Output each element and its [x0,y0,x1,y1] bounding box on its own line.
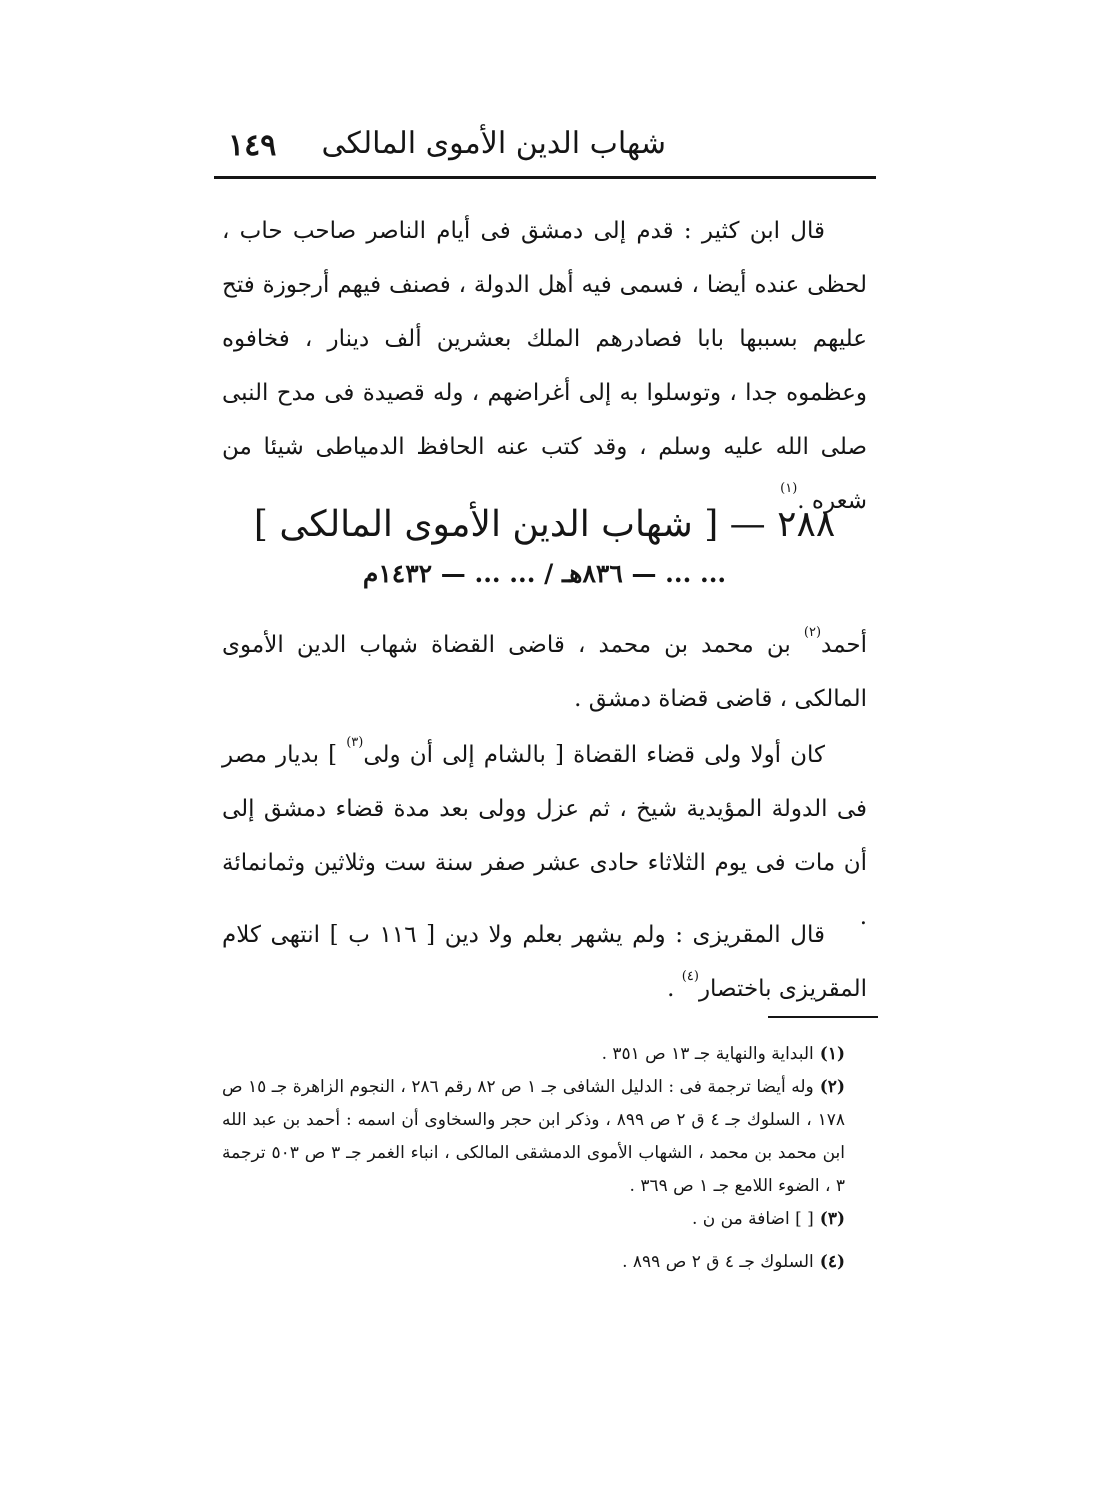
footnote-3 [222,1203,867,1236]
paragraph-text-continued: ] بديار مصر فى الدولة المؤيدية شيخ ، ثم عزل وولى بعد مدة قضاء دمشق إلى أن مات فى يوم الثلاثاء حادى عشر صفر سنة ست وثلاثين وثمانمائة . [222,742,867,930]
running-title: شهاب الدين الأموى المالكى [321,126,666,161]
paragraph-name [222,618,867,726]
footnote-mark: (١) [819,1044,845,1064]
entry-heading: ٢٨٨ — [ شهاب الدين الأموى المالكى ] [253,504,836,545]
paragraph-end: . [667,976,682,1002]
paragraph-lead-word: أحمد [821,632,867,658]
footnote-4 [222,1246,867,1279]
footnote-ref-1[interactable]: (١) [780,481,798,496]
footnote-ref-2[interactable]: (٢) [803,625,822,640]
footnote-ref-4[interactable]: (٤) [681,969,699,984]
header-rule [214,176,876,179]
paragraph-text: كان أولا ولى قضاء القضاة [ بالشام إلى أن ولى [363,742,825,768]
footnote-mark: (٤) [819,1252,845,1272]
footnote-mark: (٢) [819,1077,845,1097]
paragraph-ibn-kathir [222,204,867,528]
footnote-text: البداية والنهاية جـ ١٣ ص ٣٥١ . [601,1044,814,1064]
paragraph-text: قال ابن كثير : قدم إلى دمشق فى أيام الناصر صاحب حاب ، لحظى عنده أيضا ، فسمى فيه أهل الدولة ، فصنف فيهم أرجوزة فتح عليهم بسببها بابا فصادرهم الملك بعشرين ألف دينار ، فخافوه وعظموه جدا ، وتوسلوا به إلى أغراضهم ، وله قصيدة فى مدح النبى صلى الله عليه وسلم ، وقد كتب عنه الحافظ الدمياطى شيئا من شعره . [222,218,867,514]
paragraph-text: قال المقريزى : ولم يشهر بعلم ولا دين [ ١١٦ ب ] انتهى كلام المقريزى باختصار [222,922,867,1002]
footnote-mark: (٣) [819,1209,845,1229]
footnote-ref-3[interactable]: (٣) [346,735,364,750]
paragraph-maqrizi [222,908,867,1016]
footnote-separator [768,1016,878,1018]
footnote-text: السلوك جـ ٤ ق ٢ ص ٨٩٩ . [622,1252,814,1272]
paragraph-text: بن محمد بن محمد ، قاضى القضاة شهاب الدين الأموى المالكى ، قاضى قضاة دمشق . [222,632,867,712]
footnote-1 [222,1038,867,1071]
page-number: ١٤٩ [228,128,277,163]
entry-dates: ... ... — ٨٣٦هـ / ... ... — ١٤٣٢م [362,559,727,588]
footnotes [222,1038,867,1279]
footnote-text: [ ] اضافة من ن . [691,1209,814,1229]
footnote-text: وله أيضا ترجمة فى : الدليل الشافى جـ ١ ص ٨٢ رقم ٢٨٦ ، النجوم الزاهرة جـ ١٥ ص ١٧٨ ، السلوك جـ ٤ ق ٢ ص ٨٩٩ ، وذكر ابن حجر والسخاوى أن اسمه : أحمد بن عبد الله ابن محمد بن محمد ، الشهاب الأموى الدمشقى المالكى ، انباء الغمر جـ ٣ ص ٥٠٣ ترجمة ٣ ، الضوء اللامع جـ ١ ص ٣٦٩ . [222,1077,846,1196]
running-head [214,122,866,172]
footnote-2 [222,1071,867,1203]
